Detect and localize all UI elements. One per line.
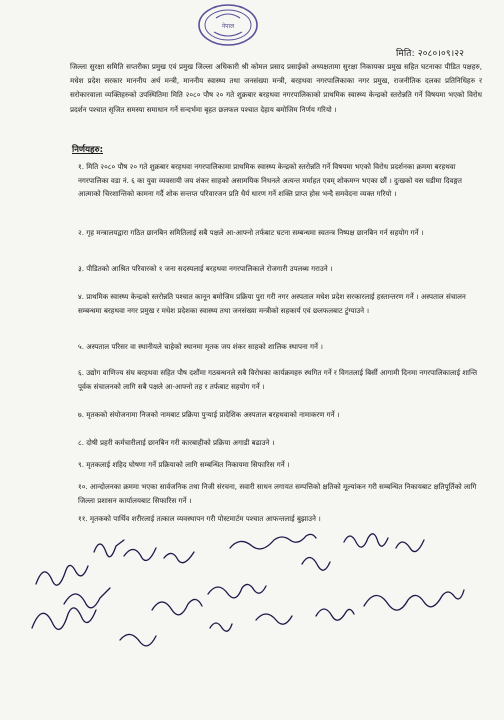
decision-item-10: [78, 480, 478, 507]
decision-number: ५.: [78, 342, 84, 351]
decision-text: पीडितको आश्रित परिवारको १ जना सदस्यलाई बरहथवा नगरपालिकाले रोजगारी उपलब्ध गराउने ।: [86, 264, 333, 273]
decision-item-1: [78, 160, 478, 201]
decision-item-4: [78, 290, 478, 317]
decision-text: मृतकको संयोजनामा निजको नामबाट प्रक्रिया पुऱ्याई प्रादेशिक अस्पताल बरहथवाको नामाकरण गर्ने ।: [86, 410, 340, 419]
decision-number: १.: [78, 162, 84, 171]
decision-text: दोषी प्रहरी कर्मचारीलाई छानबिन गरी कारबाहीको प्रक्रिया अगाडी बढाउने ।: [86, 438, 275, 447]
intro-paragraph: जिल्ला सुरक्षा समिति सप्तरीका प्रमुख एवं प्रमुख जिल्ला अधिकारी श्री कोमल प्रसाद प्रसाईको अध्यक्षतामा सुरक्षा निकायका प्रमुख सहित घटनाका पीडित पक्षहरु, मधेश प्रदेश सरकार माननीय अर्थ मन्त्री, माननीय स्वास्थ्य तथा जनसंख्या मन्त्री, बरहथवा नगरपालिकाका नगर प्रमुख, राजनीतिक दलका प्रतिनिधिहरु र सरोकारवाला व्यक्तिहरुको उपस्थितिमा मिति २०८० पौष २० गते शुक्रबार बरहथवा नगरपालिकाको प्राथमिक स्वास्थ्य केन्द्रको स्तरोन्नति गर्ने विषयमा भएको विरोध प्रदर्शन पश्चात सृजित समस्या समाधान गर्ने सन्दर्भमा बृहत छलफल पश्चात देहाय बमोजिम निर्णय गरियो ।: [70, 62, 482, 114]
decision-number: १०.: [78, 482, 88, 491]
decision-text: अस्पताल परिसर वा स्थानीयले चाहेको स्थानमा मृतक जय शंकर साहको शालिक स्थापना गर्ने ।: [86, 342, 323, 351]
decision-item-2: [78, 226, 478, 240]
decision-text: मृतकलाई शहिद घोषणा गर्ने प्रक्रियाको लागि सम्बन्धित निकायमा सिफारिस गर्ने ।: [86, 460, 290, 469]
decision-text: आन्दोलनका क्रममा भएका सार्वजनिक तथा निजी संरचना, सवारी साधन लगायत सम्पत्तिको क्षतिको मूल्यांकन गरी सम्बन्धित निकायबाट क्षतिपूर्तिको लागि जिल्ला प्रशासन कार्यालयबाट सिफारिस गर्ने ।: [78, 482, 477, 505]
decision-number: ६.: [78, 368, 84, 377]
decision-item-7: [78, 408, 478, 422]
decision-text: उद्योग वाणिज्य संघ बरहथवा सहित पौष दशौंमा गठबन्धनले सबै विरोधका कार्यक्रमहरु स्थगित गर्ने र विगतलाई बिर्सी आगामी दिनमा नगरपालिकालाई शान्ति पूर्वक संचालनको लागि सबै पक्षले आ-आफ्नो तह र तर्फबाट सहयोग गर्ने ।: [78, 368, 478, 391]
decision-number: ३.: [78, 264, 84, 273]
decision-text: प्राथमिक स्वास्थ्य केन्द्रको स्तरोन्नति पश्चात कानून बमोजिम प्रक्रिया पुरा गरी नगर अस्पताल मधेश प्रदेश सरकारलाई हस्तान्तरण गर्ने । अस्पताल संचालन सम्बन्धमा बरहथवा नगर प्रमुख र मधेश प्रदेशका स्वास्थ्य तथा जनसंख्या मन्त्रीको सहकार्य एवं छलफलबाट टुंग्याउने ।: [78, 292, 466, 315]
svg-text:नेपाल: नेपाल: [221, 23, 235, 30]
decision-text: मृतकको पार्थिव शरीरलाई तत्काल व्यवस्थापन गरी पोस्टमार्टम पश्चात आफन्तलाई बुझाउने ।: [89, 514, 321, 523]
decisions-heading: निर्णयहरु:: [72, 145, 103, 155]
decision-item-9: [78, 458, 478, 472]
decision-text: गृह मन्त्रालयद्वारा गठित छानबिन समितिलाई सबै पक्षले आ-आफ्नो तर्फबाट घटना सम्बन्धमा स्वतन्त्र निष्पक्ष छानबिन गर्न सहयोग गर्ने ।: [86, 228, 424, 237]
decision-item-8: [78, 436, 478, 450]
decision-number: ११.: [78, 514, 88, 523]
document-date: मिति: २०८०।०९।२२: [396, 49, 465, 59]
decision-number: ९.: [78, 460, 84, 469]
official-stamp-seal: [196, 2, 260, 48]
decision-number: २.: [78, 228, 84, 237]
decision-text: मिति २०८० पौष २० गते शुक्रबार बरहथवा नगरपालिकामा प्राथमिक स्वास्थ्य केन्द्रको स्तरोन्नति गर्ने विषयमा भएको विरोध प्रदर्शनका क्रममा बरहथवा नगरपालिका वडा नं. ६ का युवा व्यवसायी जय शंकर साहको असामयिक निधनले अत्यन्त मर्माहत एवम् शोकमग्न भएका छौं । दुःखको यस घडीमा दिवङ्गत आत्माको चिरशान्तिको कामना गर्दै शोक सन्तप्त परिवारजन प्रति धैर्य धारण गर्ने शक्ति प्राप्त होस भन्दै समवेदना व्यक्त गरियो ।: [78, 162, 462, 199]
decision-number: ४.: [78, 292, 84, 301]
decision-number: ८.: [78, 438, 84, 447]
handwritten-signatures: [24, 524, 494, 674]
decision-item-3: [78, 262, 478, 276]
decision-number: ७.: [78, 410, 84, 419]
decision-item-6: [78, 366, 478, 393]
decision-item-5: [78, 340, 478, 354]
